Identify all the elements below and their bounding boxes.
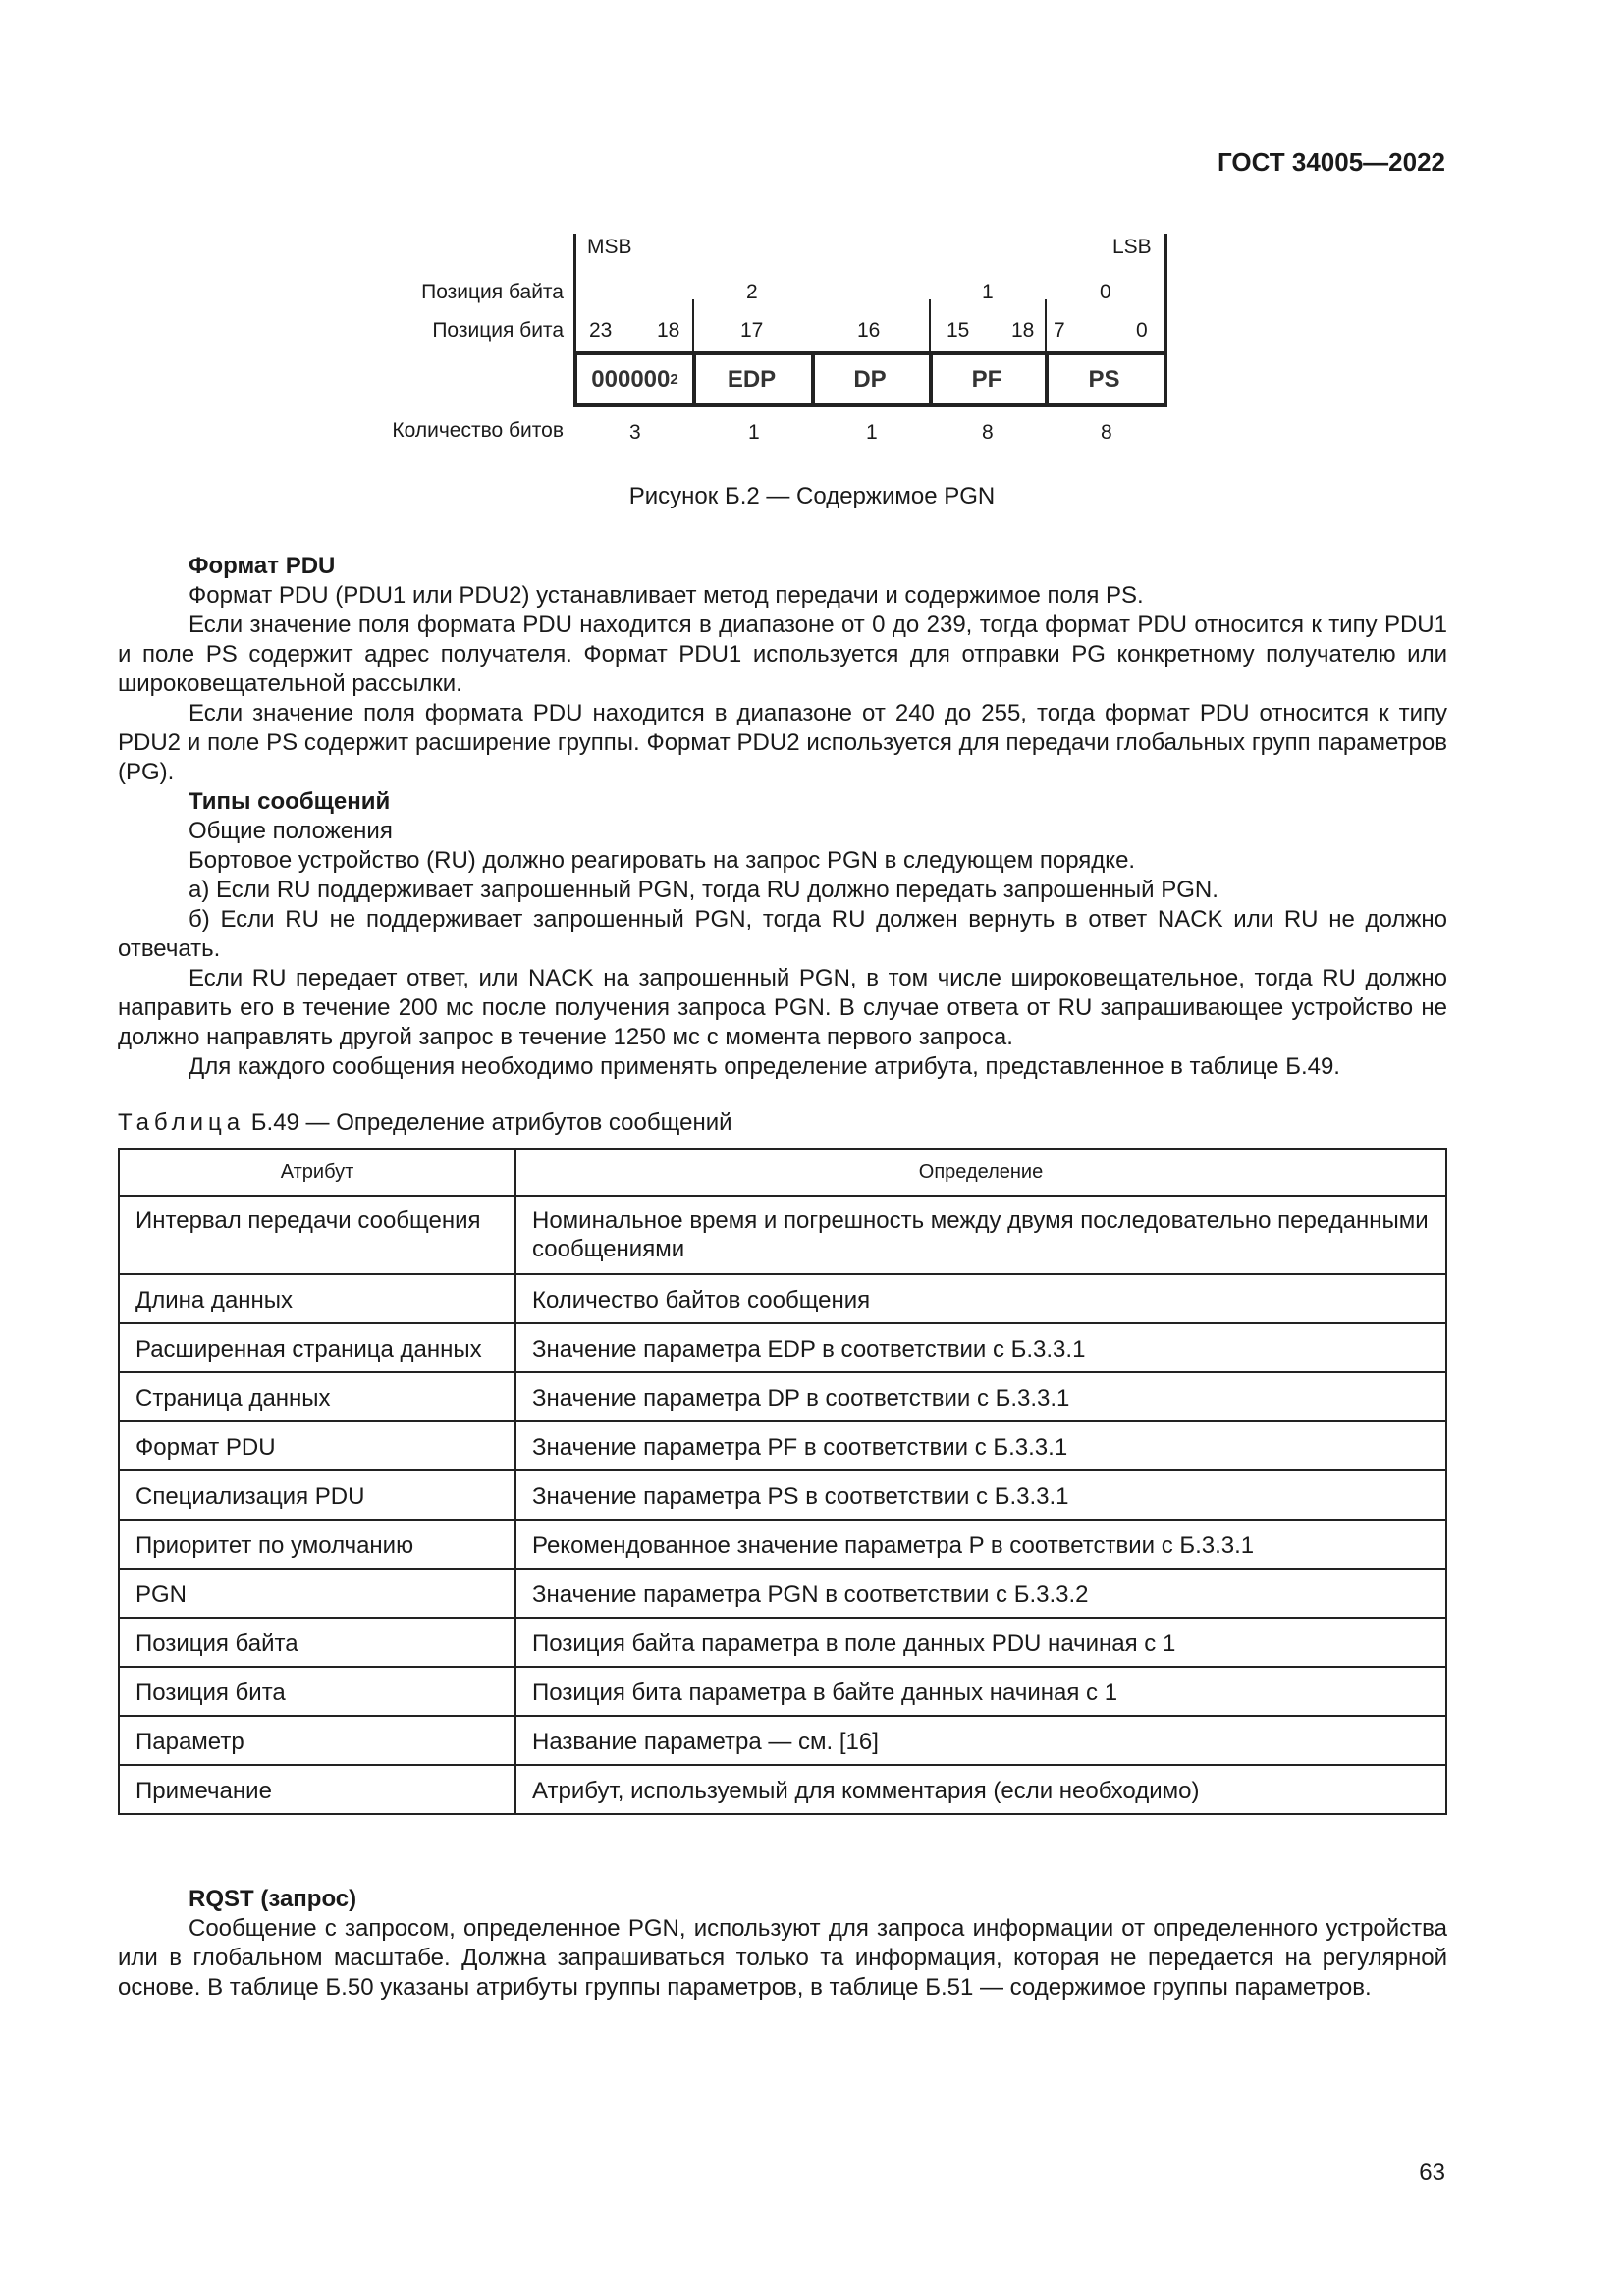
document-header: ГОСТ 34005—2022	[1218, 147, 1445, 177]
figure-caption: Рисунок Б.2 — Содержимое PGN	[628, 483, 996, 509]
bit-position-value: 0	[1136, 319, 1148, 342]
paragraph: Если значение поля формата PDU находится в диапазоне от 240 до 255, тогда формат PDU относится к типу PDU2 и поле PS содержит расширение группы. Формат PDU2 используется для передачи глобальных групп параметров (PG).	[118, 700, 1447, 785]
table-cell-attribute: PGN	[119, 1569, 515, 1618]
paragraph: Сообщение с запросом, определенное PGN, используют для запроса информации от определенного устройства или в глобальном масштабе. Должна запрашиваться только та информация, которая не передается на регулярной основе. В таблице Б.50 указаны атрибуты группы параметров, в таблице Б.51 — содержимое группы параметров.	[118, 1915, 1447, 2001]
bit-count-value: 1	[748, 421, 760, 444]
table-row	[119, 1667, 1446, 1716]
table-cell-attribute: Позиция бита	[119, 1667, 515, 1716]
table-cell-attribute: Длина данных	[119, 1274, 515, 1323]
lsb-label: LSB	[1112, 236, 1152, 258]
table-row	[119, 1765, 1446, 1814]
table-header-row	[119, 1149, 1446, 1196]
bit-count-value: 1	[866, 421, 878, 444]
table-row	[119, 1274, 1446, 1323]
section-heading-types: Типы сообщений	[189, 788, 391, 815]
msb-divider	[573, 234, 576, 351]
paragraph: Бортовое устройство (RU) должно реагировать на запрос PGN в следующем порядке.	[189, 847, 1136, 874]
bit-count-label: Количество битов	[392, 419, 564, 442]
table-caption-text: Б.49 — Определение атрибутов сообщений	[244, 1109, 732, 1136]
table-cell-definition: Значение параметра DP в соответствии с Б.3.3.1	[515, 1372, 1446, 1421]
page-number: 63	[1419, 2160, 1445, 2186]
table-row	[119, 1372, 1446, 1421]
lsb-divider	[1164, 234, 1167, 351]
bit-position-value: 15	[947, 319, 970, 342]
field-dp: DP	[811, 351, 933, 407]
table-cell-definition: Количество байтов сообщения	[515, 1274, 1446, 1323]
table-cell-definition: Название параметра — см. [16]	[515, 1716, 1446, 1765]
byte-position-value: 2	[746, 281, 758, 303]
bit-position-value: 7	[1054, 319, 1065, 342]
bit-count-value: 3	[629, 421, 641, 444]
body-text-pdu	[118, 552, 1447, 1082]
paragraph: а) Если RU поддерживает запрошенный PGN, тогда RU должно передать запрошенный PGN.	[189, 877, 1218, 903]
table-cell-attribute: Формат PDU	[119, 1421, 515, 1470]
section-heading-pdu: Формат PDU	[189, 553, 336, 579]
table-cell-attribute: Позиция байта	[119, 1618, 515, 1667]
table-cell-attribute: Страница данных	[119, 1372, 515, 1421]
section-heading-rqst: RQST (запрос)	[189, 1886, 357, 1912]
msb-label: MSB	[587, 236, 632, 258]
byte-divider-3	[1045, 299, 1047, 351]
table-cell-definition: Рекомендованное значение параметра P в соответствии с Б.3.3.1	[515, 1520, 1446, 1569]
bit-position-label: Позиция бита	[432, 319, 564, 342]
table-caption	[118, 1109, 732, 1137]
table-row	[119, 1569, 1446, 1618]
table-cell-definition: Значение параметра EDP в соответствии с Б.3.3.1	[515, 1323, 1446, 1372]
table-cell-definition: Значение параметра PGN в соответствии с Б.3.3.2	[515, 1569, 1446, 1618]
byte-divider-1	[692, 299, 694, 351]
table-cell-definition: Позиция бита параметра в байте данных начиная с 1	[515, 1667, 1446, 1716]
paragraph: б) Если RU не поддерживает запрошенный PGN, тогда RU должен вернуть в ответ NACK или RU не должно отвечать.	[118, 906, 1447, 962]
body-text-rqst	[118, 1885, 1447, 2002]
bit-position-value: 17	[740, 319, 764, 342]
field-pf: PF	[929, 351, 1049, 407]
table-row	[119, 1520, 1446, 1569]
table-cell-definition: Значение параметра PF в соответствии с Б.3.3.1	[515, 1421, 1446, 1470]
table-row	[119, 1618, 1446, 1667]
table-row	[119, 1421, 1446, 1470]
table-row	[119, 1716, 1446, 1765]
table-row	[119, 1323, 1446, 1372]
paragraph: Если значение поля формата PDU находится в диапазоне от 0 до 239, тогда формат PDU относится к типу PDU1 и поле PS содержит адрес получателя. Формат PDU1 используется для отправки PG конкретному получателю или широковещательной рассылки.	[118, 612, 1447, 697]
subheading: Общие положения	[189, 818, 393, 844]
bit-position-value: 23	[589, 319, 613, 342]
attributes-table	[118, 1148, 1447, 1815]
table-cell-definition: Позиция байта параметра в поле данных PDU начиная с 1	[515, 1618, 1446, 1667]
field-ps: PS	[1045, 351, 1167, 407]
bit-position-value: 18	[657, 319, 680, 342]
bit-count-value: 8	[982, 421, 994, 444]
paragraph: Формат PDU (PDU1 или PDU2) устанавливает метод передачи и содержимое поля PS.	[189, 582, 1144, 609]
table-cell-definition: Атрибут, используемый для комментария (если необходимо)	[515, 1765, 1446, 1814]
paragraph: Если RU передает ответ, или NACK на запрошенный PGN, в том числе широковещательное, тогда RU должно направить его в течение 200 мс после получения запроса PGN. В случае ответа от RU запрашивающее устройство не должно направлять другой запрос в течение 1250 мс с момента первого запроса.	[118, 965, 1447, 1050]
table-cell-attribute: Приоритет по умолчанию	[119, 1520, 515, 1569]
table-row	[119, 1470, 1446, 1520]
byte-position-label: Позиция байта	[421, 281, 564, 303]
column-header-attribute: Атрибут	[119, 1149, 515, 1196]
table-cell-attribute: Параметр	[119, 1716, 515, 1765]
column-header-definition: Определение	[515, 1149, 1446, 1196]
field-reserved: 000000 2	[573, 351, 696, 407]
table-cell-attribute: Расширенная страница данных	[119, 1323, 515, 1372]
bit-position-value: 16	[857, 319, 881, 342]
table-cell-attribute: Интервал передачи сообщения	[119, 1196, 515, 1274]
table-cell-attribute: Примечание	[119, 1765, 515, 1814]
table-row	[119, 1196, 1446, 1274]
table-cell-definition: Номинальное время и погрешность между двумя последовательно переданными сообщениями	[515, 1196, 1446, 1274]
byte-divider-2	[929, 299, 931, 351]
table-cell-attribute: Специализация PDU	[119, 1470, 515, 1520]
paragraph: Для каждого сообщения необходимо применять определение атрибута, представленное в таблице Б.49.	[189, 1053, 1340, 1080]
table-caption-label: Таблица	[118, 1109, 245, 1136]
field-edp: EDP	[692, 351, 815, 407]
byte-position-value: 1	[982, 281, 994, 303]
bit-count-value: 8	[1101, 421, 1112, 444]
bit-position-value: 18	[1011, 319, 1035, 342]
table-cell-definition: Значение параметра PS в соответствии с Б.3.3.1	[515, 1470, 1446, 1520]
byte-position-value: 0	[1100, 281, 1111, 303]
